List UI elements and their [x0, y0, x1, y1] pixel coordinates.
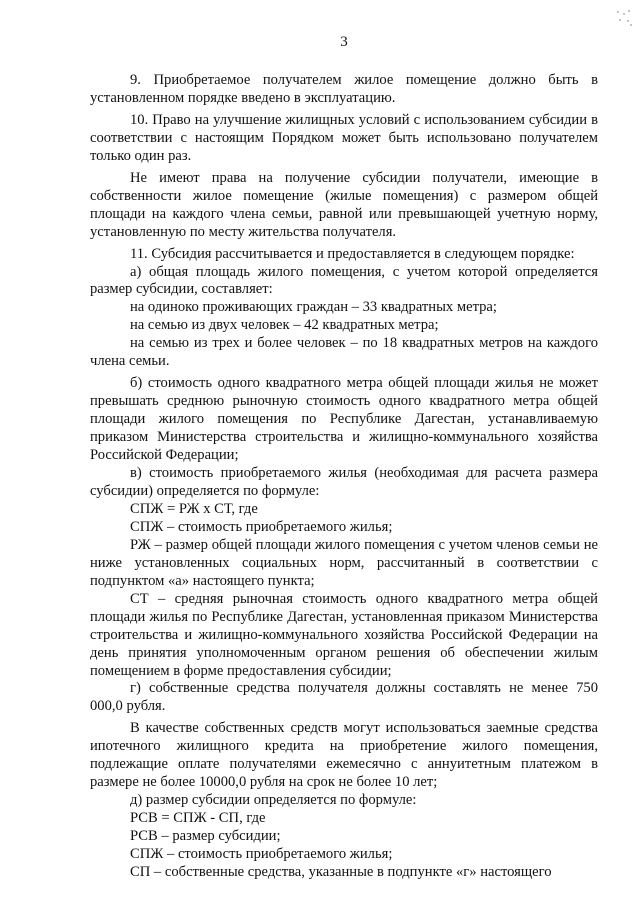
- definition-rsv: РСВ – размер субсидии;: [130, 828, 281, 845]
- document-body: [90, 72, 598, 882]
- area-single: на одиноко проживающих граждан – 33 квадратных метра;: [130, 299, 497, 316]
- paragraph-10: 10. Право на улучшение жилищных условий с использованием субсидии в соответствии с настоящим Порядком может быть использовано получателем только один раз.: [90, 111, 598, 164]
- paragraph-9: 9. Приобретаемое получателем жилое помещение должно быть в установленном порядке введено в эксплуатацию.: [90, 72, 598, 106]
- definition-spzh: СПЖ – стоимость приобретаемого жилья;: [130, 518, 393, 535]
- subpoint-a: а) общая площадь жилого помещения, с учетом которой определяется размер субсидии, составляет:: [90, 263, 598, 298]
- dotted-corner-mark-icon: [614, 8, 634, 28]
- definition-spzh-2: СПЖ – стоимость приобретаемого жилья;: [130, 846, 393, 863]
- paragraph-own-funds: В качестве собственных средств могут использоваться заемные средства ипотечного жилищного кредита на приобретение жилого помещения, подлежащие оплате получателями ежемесячно с аннуитетным платежом в размере не более 10000,0 рубля на срок не более 10 лет;: [90, 720, 598, 791]
- subpoint-b: б) стоимость одного квадратного метра общей площади жилья не может превышать среднюю рыночную стоимость одного квадратного метра общей площади жилого помещения по Республике Дагестан, устанавливаемую приказом Министерства строительства и жилищно-коммунального хозяйства Российской Федерации;: [90, 375, 598, 464]
- paragraph-no-right: Не имеют права на получение субсидии получатели, имеющие в собственности жилое помещение (жилые помещения) с размером общей площади на каждого члена семьи, равной или превышающей учетную норму, установленную по месту жительства получателя.: [90, 169, 598, 240]
- area-three-plus: на семью из трех и более человек – по 18 квадратных метров на каждого члена семьи.: [90, 335, 598, 370]
- area-two-persons: на семью из двух человек – 42 квадратных метра;: [130, 317, 439, 334]
- definition-sp: СП – собственные средства, указанные в подпункте «г» настоящего: [130, 863, 552, 880]
- subpoint-v: в) стоимость приобретаемого жилья (необходимая для расчета размера субсидии) определяется по формуле:: [90, 465, 598, 499]
- page-number: 3: [340, 34, 348, 50]
- subpoint-g: г) собственные средства получателя должны составлять не менее 750 000,0 рубля.: [90, 680, 598, 715]
- definition-st: СТ – средняя рыночная стоимость одного квадратного метра общей площади жилья по Республике Дагестан, установленная приказом Министерства строительства и жилищно-коммунального хозяйства Российской Федерации на день принятия уполномоченным органом решения об обеспечении жилым помещением в форме предоставления субсидии;: [90, 590, 598, 679]
- subpoint-d: д) размер субсидии определяется по формуле:: [130, 792, 417, 809]
- definition-rzh: РЖ – размер общей площади жилого помещения с учетом членов семьи не ниже установленных социальных норм, рассчитанный в соответствии с подпунктом «а» настоящего пункта;: [90, 536, 598, 589]
- formula-spzh: СПЖ = РЖ х СТ, где: [130, 500, 258, 517]
- paragraph-11: 11. Субсидия рассчитывается и предоставляется в следующем порядке:: [130, 245, 575, 262]
- formula-rsv: РСВ = СПЖ - СП, где: [130, 810, 266, 827]
